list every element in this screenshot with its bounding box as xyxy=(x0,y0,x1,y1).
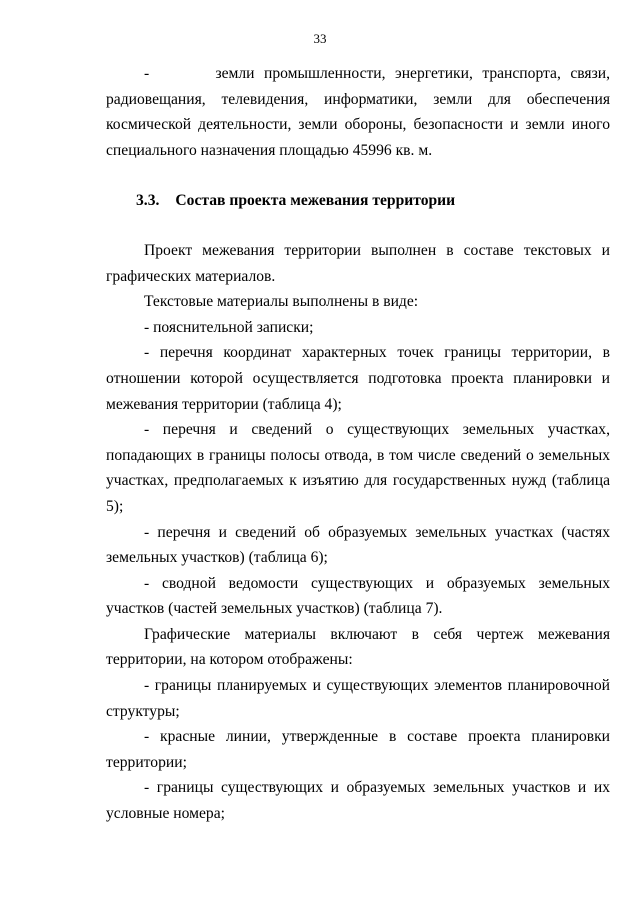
list-item: - перечня и сведений о существующих земельных участках, попадающих в границы полосы отвода, в том числе сведений о земельных участках, предполагаемых к изъятию для государственных нужд (таблица 5); xyxy=(106,421,610,515)
list-item: - красные линии, утвержденные в составе проекта планировки территории; xyxy=(106,728,610,771)
paragraph: Текстовые материалы выполнены в виде: xyxy=(144,293,419,311)
paragraph: Проект межевания территории выполнен в составе текстовых и графических материалов. xyxy=(106,241,610,285)
list-item: - перечня координат характерных точек границы территории, в отношении которой осуществляется подготовка проекта планировки и межевания территории (таблица 4); xyxy=(106,344,610,413)
page-number: 33 xyxy=(313,31,327,46)
paragraph-lands-industry: - земли промышленности, энергетики, транспорта, связи, радиовещания, телевидения, информатики, земли для обеспечения космической деятельности, земли обороны, безопасности и земли иного специального назначения площадью 45996 кв. м. xyxy=(106,65,610,159)
list-item: - границы планируемых и существующих элементов планировочной структуры; xyxy=(106,677,610,720)
section-heading xyxy=(106,188,610,214)
document-body xyxy=(106,61,610,827)
list-item: - границы существующих и образуемых земельных участков и их условные номера; xyxy=(106,779,610,823)
list-item: - перечня и сведений об образуемых земельных участках (частях земельных участков) (таблица 6); xyxy=(106,523,610,567)
section-title: Состав проекта межевания территории xyxy=(175,192,456,210)
list-item: - сводной ведомости существующих и образуемых земельных участков (частей земельных участков) (таблица 7). xyxy=(106,574,610,618)
section-number: 3.3. xyxy=(136,192,160,210)
paragraph: Графические материалы включают в себя чертеж межевания территории, на котором отображены: xyxy=(106,625,610,669)
list-item: - пояснительной записки; xyxy=(144,318,314,336)
